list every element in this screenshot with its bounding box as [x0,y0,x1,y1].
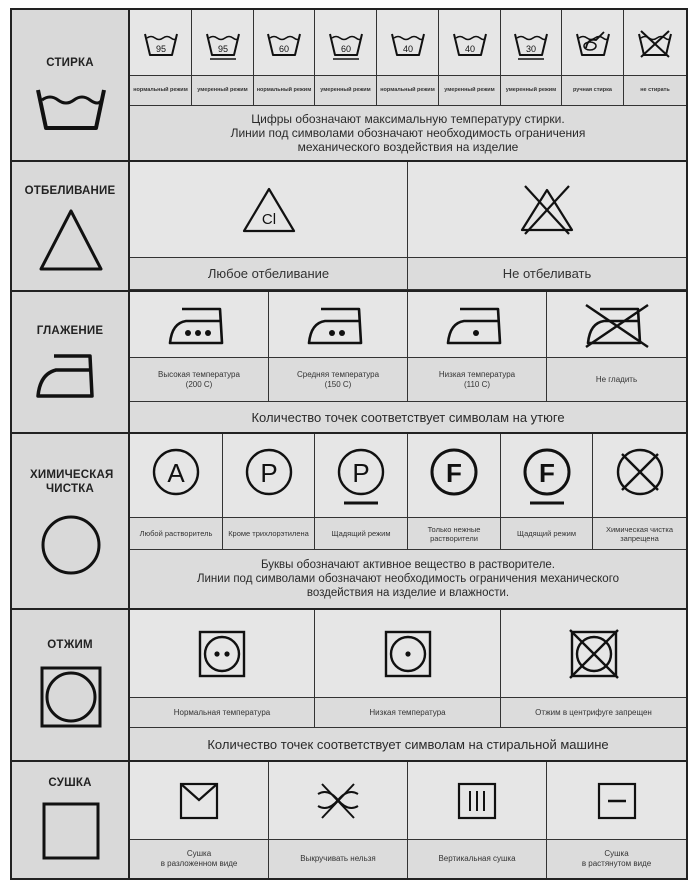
wash-tub-temp-icon [451,28,489,58]
section-washing [12,10,686,162]
category-drycleaning [12,434,130,608]
drycleaning-label: Щадящий режим [501,518,593,550]
drycleaning-label: Кроме трихлорэтилена [223,518,315,550]
drycleaning-letter-icon [334,444,388,508]
category-title: СТИРКА [46,57,94,69]
drying-symbol-cell [130,762,269,840]
iron-label: Высокая температура (200 С) [130,358,269,402]
drycleaning-symbol-cell [593,434,686,518]
drycleaning-letter-icon [149,444,203,508]
iron-label: Низкая температура (110 С) [408,358,547,402]
drycleaning-label: Только нежные растворители [408,518,501,550]
no-drycleaning-icon [613,444,667,508]
drying-label: Сушка в разложенном виде [130,840,269,878]
spin-symbol-cell [315,610,501,698]
no-iron-icon [582,303,652,347]
drycleaning-symbol-cell [501,434,593,518]
bleach-label-any: Любое отбеливание [130,258,408,290]
wash-label: умеренный режим [315,76,377,106]
chlorine-triangle-icon [241,186,297,234]
drycleaning-label: Любой растворитель [130,518,223,550]
triangle-icon [38,208,104,272]
ironing-note: Количество точек соответствует символам на утюге [130,402,686,432]
wash-temp-label: 40 [402,43,413,54]
category-bleaching [12,162,130,290]
dry-flat-icon [593,780,641,822]
category-ironing [12,292,130,432]
drying-label: Выкручивать нельзя [269,840,408,878]
spin-label: Нормальная температура [130,698,315,728]
spin-label: Отжим в центрифуге запрещен [501,698,686,728]
wash-tub-temp-icon [327,28,365,58]
no-bleach-cell [408,162,686,258]
section-drycleaning [12,434,686,610]
wash-symbol-cell [624,10,686,76]
iron-symbol-cell [269,292,408,358]
wash-tub-temp-icon [265,28,303,58]
drying-label: Вертикальная сушка [408,840,547,878]
wash-temp-label: 60 [278,43,290,54]
wash-symbol-cell [501,10,562,76]
category-spin [12,610,130,760]
category-washing [12,10,130,160]
category-drying [12,762,130,878]
wash-temp-label: 30 [525,43,537,54]
drycleaning-symbol-cell [315,434,408,518]
section-ironing [12,292,686,434]
solvent-letter: A [167,457,185,488]
iron-symbol-cell [547,292,686,358]
drycleaning-symbol-cell [223,434,315,518]
drycleaning-symbol-cell [408,434,501,518]
dry-flat-envelope-icon [175,780,223,822]
wash-label: умеренный режим [439,76,501,106]
square-icon [42,802,100,860]
wash-label: умеренный режим [501,76,562,106]
solvent-letter: F [538,457,555,488]
wash-temp-label: 95 [155,43,166,54]
drying-symbol-cell [547,762,686,840]
chlorine-label: Cl [261,210,276,228]
care-symbols-chart [10,8,688,880]
drying-symbol-cell [269,762,408,840]
section-drying [12,762,686,878]
washing-note: Цифры обозначают максимальную температуру стирки. Линии под символами обозначают необходимость ограничения механического воздействия на изделие [130,106,686,160]
no-wring-icon [314,780,362,822]
wash-label: нормальный режим [254,76,315,106]
wash-symbol-cell [254,10,315,76]
solvent-letter: F [446,457,462,488]
iron-symbol-cell [130,292,269,358]
section-spin [12,610,686,762]
section-bleaching [12,162,686,292]
solvent-letter: P [352,457,370,488]
iron-dots-icon [164,303,234,347]
iron-dots-icon [442,303,512,347]
solvent-letter: P [259,457,278,488]
drycleaning-symbol-cell [130,434,223,518]
spin-dots-icon [384,630,432,678]
drycleaning-letter-icon [427,444,481,508]
wash-label: нормальный режим [130,76,192,106]
iron-dots-icon [303,303,373,347]
wash-label: умеренный режим [192,76,254,106]
drying-symbol-cell [408,762,547,840]
category-title: СУШКА [48,777,92,789]
spin-symbol-cell [501,610,686,698]
wash-label: не стирать [624,76,686,106]
wash-symbol-cell [562,10,624,76]
wash-symbol-cell [192,10,254,76]
square-circle-icon [40,666,102,728]
iron-icon [34,348,108,400]
washtub-icon [36,86,106,132]
wash-tub-temp-icon [204,28,242,58]
wash-label: ручная стирка [562,76,624,106]
drycleaning-letter-icon [242,444,296,508]
wash-temp-label: 95 [217,43,228,54]
bleach-any-cell [130,162,408,258]
iron-label: Не гладить [547,358,686,402]
wash-temp-label: 40 [464,43,475,54]
drycleaning-label: Щадящий режим [315,518,408,550]
spin-note: Количество точек соответствует символам на стиральной машине [130,728,686,760]
iron-symbol-cell [408,292,547,358]
category-title: ОТЖИМ [47,639,93,651]
drip-dry-icon [453,780,501,822]
category-title: ОТБЕЛИВАНИЕ [24,185,116,197]
drying-label: Сушка в растянутом виде [547,840,686,878]
wash-symbol-cell [439,10,501,76]
wash-tub-temp-icon [142,28,180,58]
wash-symbol-cell [130,10,192,76]
spin-label: Низкая температура [315,698,501,728]
drycleaning-letter-icon [520,444,574,508]
category-title: ГЛАЖЕНИЕ [36,325,104,337]
no-wash-icon [636,28,674,58]
wash-symbol-cell [377,10,439,76]
wash-label: нормальный режим [377,76,439,106]
wash-tub-temp-icon [512,28,550,58]
hand-wash-icon [574,28,612,58]
category-title: ХИМИЧЕСКАЯ ЧИСТКА [30,469,114,495]
spin-dots-icon [198,630,246,678]
drycleaning-note: Буквы обозначают активное вещество в растворителе. Линии под символами обозначают необходимость ограничения механического воздействия на изделие и влажности. [130,550,686,608]
wash-symbol-cell [315,10,377,76]
wash-tub-temp-icon [389,28,427,58]
no-spin-icon [570,630,618,678]
spin-symbol-cell [130,610,315,698]
iron-label: Средняя температура (150 С) [269,358,408,402]
drycleaning-label: Химическая чистка запрещена [593,518,686,550]
bleach-label-none: Не отбеливать [408,258,686,290]
wash-temp-label: 60 [340,43,351,54]
crossed-triangle-icon [519,184,575,236]
circle-icon [40,514,102,576]
